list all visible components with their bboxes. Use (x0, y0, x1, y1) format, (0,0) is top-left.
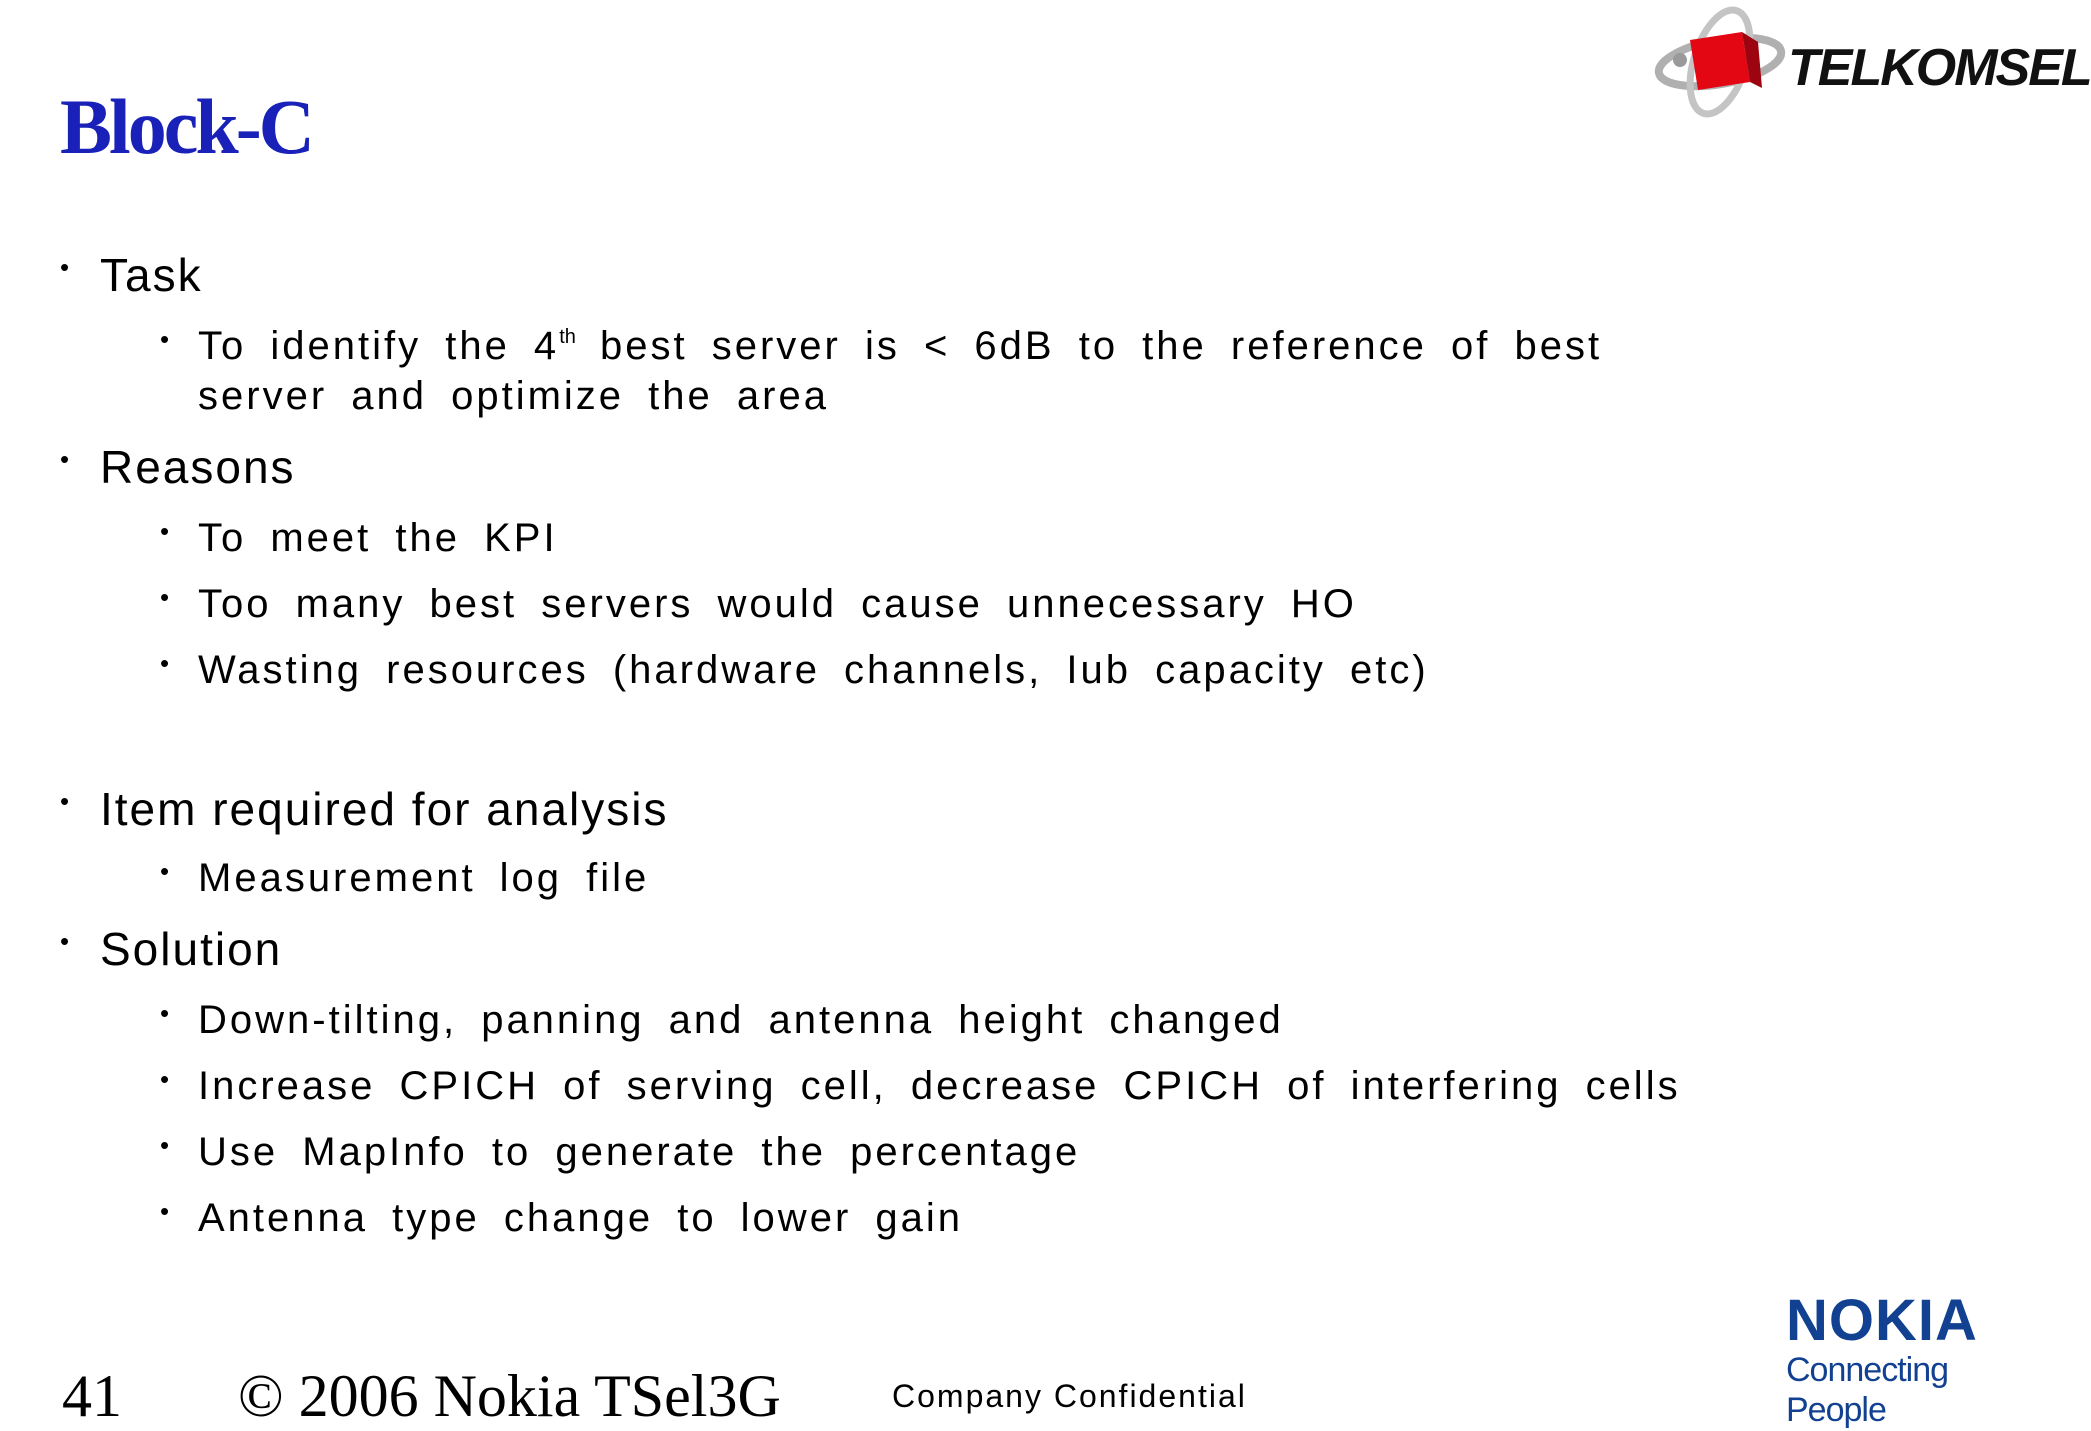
bullet-dot-icon: • (60, 926, 72, 956)
sub-bullet-text: best server is < 6dB to the reference of best (575, 324, 1603, 368)
page-number: 41 (62, 1363, 122, 1429)
bullet-dot-icon: • (160, 1130, 173, 1160)
sub-bullet (160, 1196, 963, 1241)
sub-bullet (160, 324, 1603, 369)
sub-bullet (160, 998, 1284, 1043)
sub-bullet (160, 1064, 1681, 1109)
sub-bullet-text: To identify the 4 (198, 324, 560, 368)
sub-bullet (160, 1130, 1081, 1175)
sub-bullet-text: Too many best servers would cause unnecessary HO (198, 582, 1357, 626)
telkomsel-logo (1650, 2, 2091, 122)
bullet-label: Item required for analysis (100, 783, 669, 835)
bullet-dot-icon: • (160, 998, 173, 1028)
bullet-dot-icon: • (60, 786, 72, 816)
copyright: © 2006 Nokia TSel3G (238, 1363, 781, 1429)
sub-bullet-text: Increase CPICH of serving cell, decrease CPICH of interfering cells (198, 1064, 1681, 1108)
sub-bullet (160, 582, 1357, 627)
nokia-tagline: Connecting People (1786, 1351, 1949, 1429)
bullet-label: Reasons (100, 441, 296, 493)
sub-bullet-text: Down-tilting, panning and antenna height changed (198, 998, 1284, 1042)
sub-bullet (160, 516, 558, 561)
bullet-dot-icon: • (160, 1064, 173, 1094)
bullet-reasons (60, 440, 296, 494)
bullet-label: Solution (100, 923, 283, 975)
sub-bullet-text: Measurement log file (198, 856, 650, 900)
sub-bullet-text: Wasting resources (hardware channels, Iub capacity etc) (198, 648, 1429, 692)
bullet-dot-icon: • (160, 324, 173, 354)
bullet-task (60, 248, 203, 302)
bullet-dot-icon: • (60, 252, 72, 282)
telkomsel-wordmark: TELKOMSEL (1788, 39, 2091, 97)
bullet-dot-icon: • (160, 582, 173, 612)
superscript: th (559, 326, 576, 348)
bullet-dot-icon: • (160, 516, 173, 546)
bullet-dot-icon: • (160, 1196, 173, 1226)
sub-bullet-text: Use MapInfo to generate the percentage (198, 1130, 1081, 1174)
slide-title: Block-C (60, 83, 312, 170)
bullet-label: Task (100, 249, 203, 301)
sub-bullet-text: Antenna type change to lower gain (198, 1196, 963, 1240)
bullet-solution (60, 922, 283, 976)
sub-bullet-continuation: server and optimize the area (198, 374, 829, 418)
sub-bullet (160, 856, 650, 901)
sub-bullet-text: To meet the KPI (198, 516, 558, 560)
confidential-label: Company Confidential (892, 1378, 1247, 1414)
telkomsel-globe-icon (1650, 2, 1790, 122)
nokia-logo (1786, 1288, 2036, 1430)
nokia-wordmark: NOKIA (1786, 1288, 1978, 1353)
bullet-dot-icon: • (160, 648, 173, 678)
bullet-dot-icon: • (160, 856, 173, 886)
bullet-dot-icon: • (60, 444, 72, 474)
bullet-items-required (60, 782, 669, 836)
sub-bullet (160, 648, 1429, 693)
